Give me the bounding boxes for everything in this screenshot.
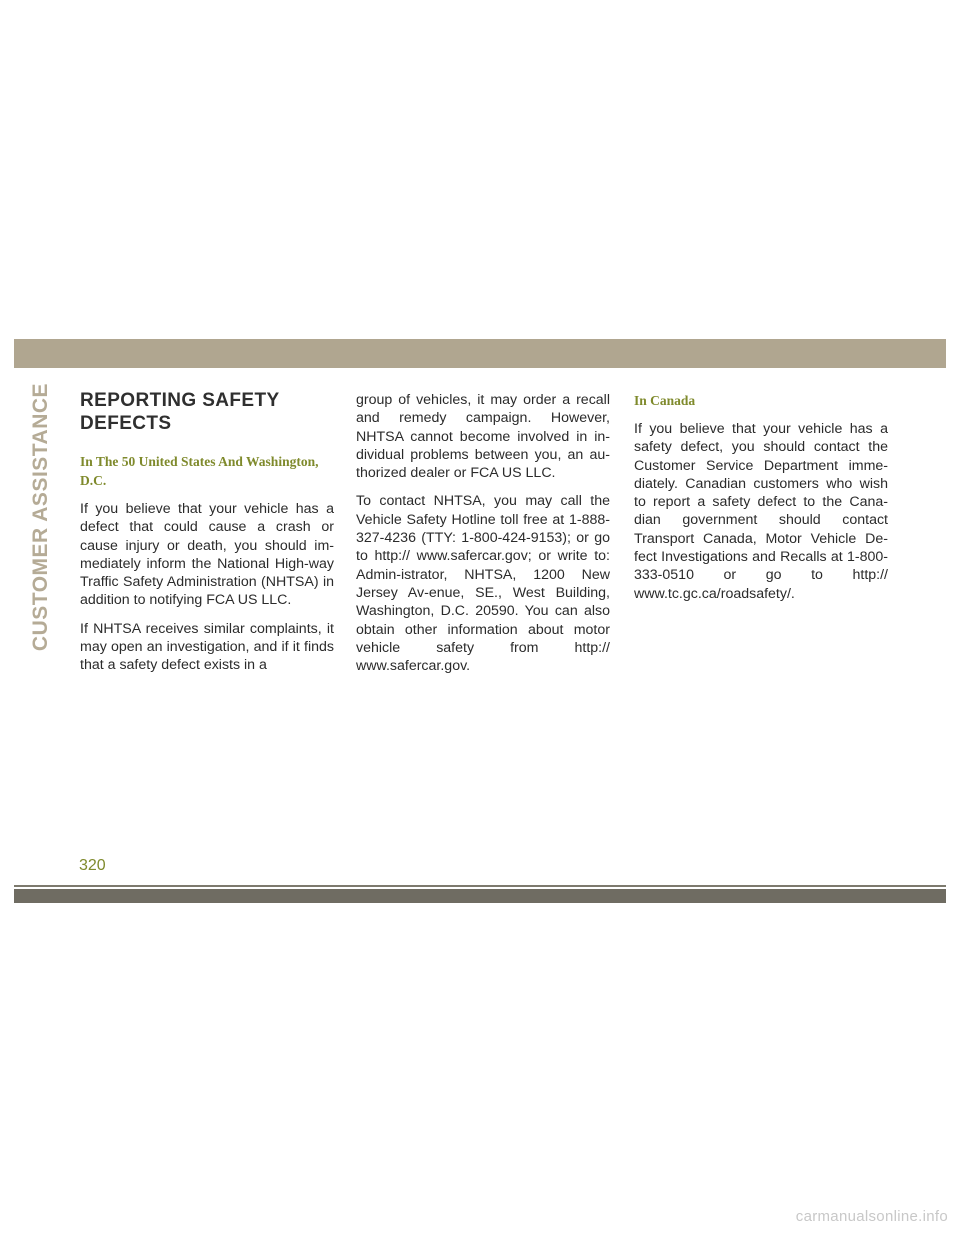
header-band: [14, 339, 946, 368]
paragraph: If you believe that your vehicle has a safety defect, you should contact the Customer Service Department imme-diately. Canadian customers who wish to report a safety defect to the Cana-dian government should contact Transport Canada, Motor Vehicle De-fect Investigations and Recalls at 1-800-333-0510 or go to http:// www.tc.gc.ca/roadsafety/.: [634, 421, 888, 602]
paragraph: group of vehicles, it may order a recall and remedy campaign. However, NHTSA cannot become involved in in-dividual problems between you, an au-thorized dealer or FCA US LLC.: [356, 392, 610, 482]
paragraph: If NHTSA receives similar complaints, it may open an investigation, and if it finds that a safety defect exists in a: [80, 620, 334, 674]
subheading-canada: In Canada: [634, 393, 696, 408]
paragraph: If you believe that your vehicle has a defect that could cause a crash or cause injury or death, you should im-mediately inform the National High-way Traffic Safety Administration (NHTSA) in addition to notifying FCA US LLC.: [80, 501, 334, 609]
section-side-tab-label: CUSTOMER ASSISTANCE: [29, 382, 52, 652]
footer-rule-thin: [14, 885, 946, 887]
section-side-tab: [23, 382, 59, 652]
page-number: 320: [79, 857, 106, 874]
column-3: [634, 389, 888, 603]
section-heading: REPORTING SAFETY DEFECTS: [80, 390, 280, 434]
footer-rule-thick: [14, 889, 946, 903]
paragraph: To contact NHTSA, you may call the Vehicle Safety Hotline toll free at 1-888-327-4236 (TTY: 1-800-424-9153); or go to http:// www.safercar.gov; or write to: Admin-istrator, NHTSA, 1200 New Jersey Av-enue, SE., West Building, Washington, D.C. 20590. You can also obtain other information about motor vehicle safety from http:// www.safercar.gov.: [356, 493, 610, 675]
column-2: [356, 389, 610, 675]
subheading-us: In The 50 United States And Washington, D.C.: [80, 454, 319, 488]
watermark: carmanualsonline.info: [795, 1208, 948, 1225]
column-1: [80, 389, 334, 675]
